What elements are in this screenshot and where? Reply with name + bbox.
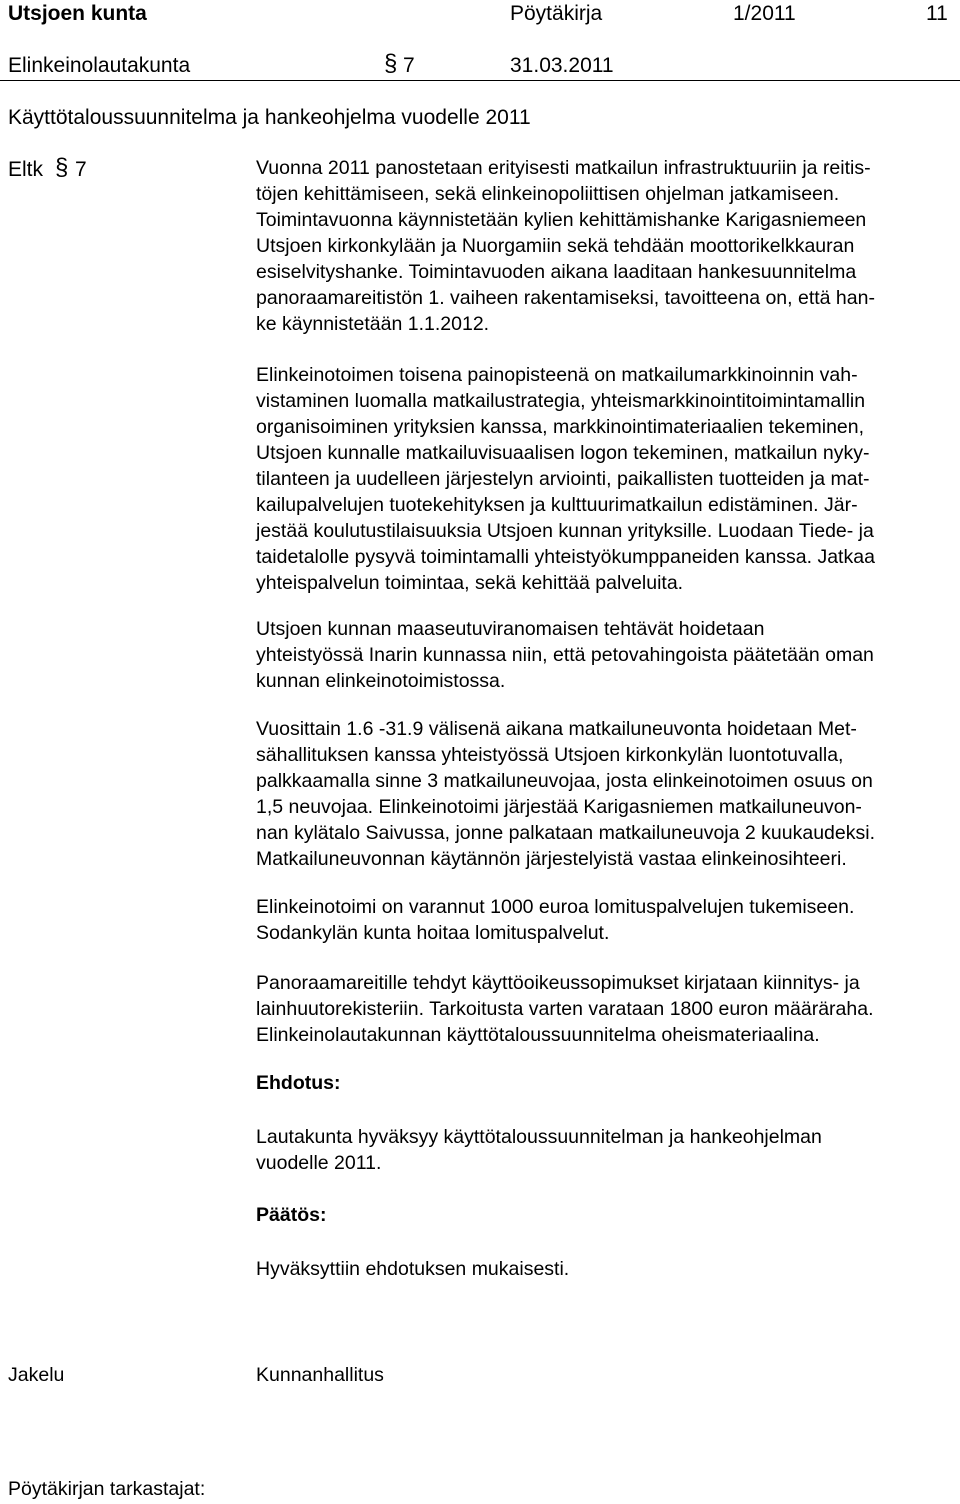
text-line: jestää koulutustilaisuuksia Utsjoen kunnan yrityksille. Luodaan Tiede- ja <box>256 520 874 542</box>
text-line: Utsjoen kirkonkylään ja Nuorgamiin sekä tehdään moottorikelkkauran <box>256 235 855 257</box>
text-line: Elinkeinotoimen toisena painopisteenä on matkailumarkkinoinnin vah- <box>256 364 858 386</box>
document-number: 1/2011 <box>733 2 796 25</box>
text-line: Toimintavuonna käynnistetään kylien kehittämishanke Karigasniemeen <box>256 209 867 231</box>
agenda-title: Käyttötaloussuunnitelma ja hankeohjelma vuodelle 2011 <box>8 106 531 129</box>
text-line: vistaminen luomalla matkailustrategia, yhteismarkkinointitoimintamallin <box>256 390 866 412</box>
meeting-date: 31.03.2011 <box>510 54 614 77</box>
text-line: taidetalolle pysyvä toimintamalli yhteistyökumppaneiden kanssa. Jatkaa <box>256 546 875 568</box>
distribution-label: Jakelu <box>8 1364 65 1386</box>
decision-text: Hyväksyttiin ehdotuksen mukaisesti. <box>256 1258 570 1280</box>
text-line: Utsjoen kunnan maaseutuviranomaisen tehtävät hoidetaan <box>256 618 765 640</box>
section-number: 7 <box>403 54 415 77</box>
text-line: Panoraamareitille tehdyt käyttöoikeussopimukset kirjataan kiinnitys- ja <box>256 972 860 994</box>
case-section-symbol: § <box>55 154 69 181</box>
proposal-text <box>256 1124 956 1176</box>
document-type: Pöytäkirja <box>510 2 603 25</box>
text-line: sähallituksen kanssa yhteistyössä Utsjoen kirkonkylän luontotuvalla, <box>256 744 844 766</box>
header-divider <box>0 80 960 81</box>
text-line: töjen kehittämiseen, sekä elinkeinopoliittisen ohjelman jatkamiseen. <box>256 183 840 205</box>
text-line: Vuonna 2011 panostetaan erityisesti matkailun infrastruktuuriin ja reitis- <box>256 157 871 179</box>
paragraph-rural-authority <box>256 616 956 694</box>
committee-name: Elinkeinolautakunta <box>8 54 191 77</box>
proposal-heading: Ehdotus: <box>256 1072 341 1094</box>
text-line: kailupalvelujen tuotekehityksen ja kulttuurimatkailun edistäminen. Jär- <box>256 494 858 516</box>
paragraph-relief-services <box>256 894 956 946</box>
text-line: Vuosittain 1.6 -31.9 välisenä aikana matkailuneuvonta hoidetaan Met- <box>256 718 857 740</box>
reviewers-label: Pöytäkirjan tarkastajat: <box>8 1478 206 1500</box>
page-number: 11 <box>926 2 948 25</box>
text-line: Utsjoen kunnalle matkailuvisuaalisen logon tekeminen, matkailun nyky- <box>256 442 870 464</box>
text-line: ke käynnistetään 1.1.2012. <box>256 313 490 335</box>
decision-heading: Päätös: <box>256 1204 327 1226</box>
text-line: organisoiminen yrityksien kanssa, markkinointimateriaalien tekeminen, <box>256 416 865 438</box>
text-line: lainhuutorekisteriin. Tarkoitusta varten varataan 1800 euron määräraha. <box>256 998 874 1020</box>
text-line: Elinkeinotoimi on varannut 1000 euroa lomituspalvelujen tukemiseen. <box>256 896 855 918</box>
distribution-value: Kunnanhallitus <box>256 1364 384 1386</box>
text-line: yhteistyössä Inarin kunnassa niin, että petovahingoista päätetään oman <box>256 644 874 666</box>
text-line: Sodankylän kunta hoitaa lomituspalvelut. <box>256 922 610 944</box>
paragraph-panorama-route <box>256 970 956 1048</box>
paragraph-marketing <box>256 362 956 596</box>
text-line: tilanteen ja uudelleen järjestelyn arviointi, paikallisten tuotteiden ja mat- <box>256 468 870 490</box>
municipality-name: Utsjoen kunta <box>8 2 147 25</box>
text-line: palkkaamalla sinne 3 matkailuneuvojaa, josta elinkeinotoimen osuus on <box>256 770 873 792</box>
text-line: 1,5 neuvojaa. Elinkeinotoimi järjestää Karigasniemen matkailuneuvon- <box>256 796 862 818</box>
paragraph-development <box>256 155 956 337</box>
text-line: vuodelle 2011. <box>256 1152 382 1174</box>
text-line: panoraamareitistön 1. vaiheen rakentamiseksi, tavoitteena on, että han- <box>256 287 875 309</box>
paragraph-tourist-info <box>256 716 956 872</box>
case-label: Eltk <box>8 158 44 181</box>
text-line: Matkailuneuvonnan käytännön järjestelyistä vastaa elinkeinosihteeri. <box>256 848 847 870</box>
case-number: 7 <box>75 158 87 181</box>
section-symbol: § <box>384 50 398 77</box>
text-line: Elinkeinolautakunnan käyttötaloussuunnitelma oheismateriaalina. <box>256 1024 820 1046</box>
text-line: kunnan elinkeinotoimistossa. <box>256 670 506 692</box>
text-line: esiselvityshanke. Toimintavuoden aikana laaditaan hankesuunnitelma <box>256 261 857 283</box>
text-line: yhteispalvelun toimintaa, sekä kehittää palveluita. <box>256 572 684 594</box>
text-line: Lautakunta hyväksyy käyttötaloussuunnitelman ja hankeohjelman <box>256 1126 822 1148</box>
text-line: nan kylätalo Saivussa, jonne palkataan matkailuneuvoja 2 kuukaudeksi. <box>256 822 875 844</box>
